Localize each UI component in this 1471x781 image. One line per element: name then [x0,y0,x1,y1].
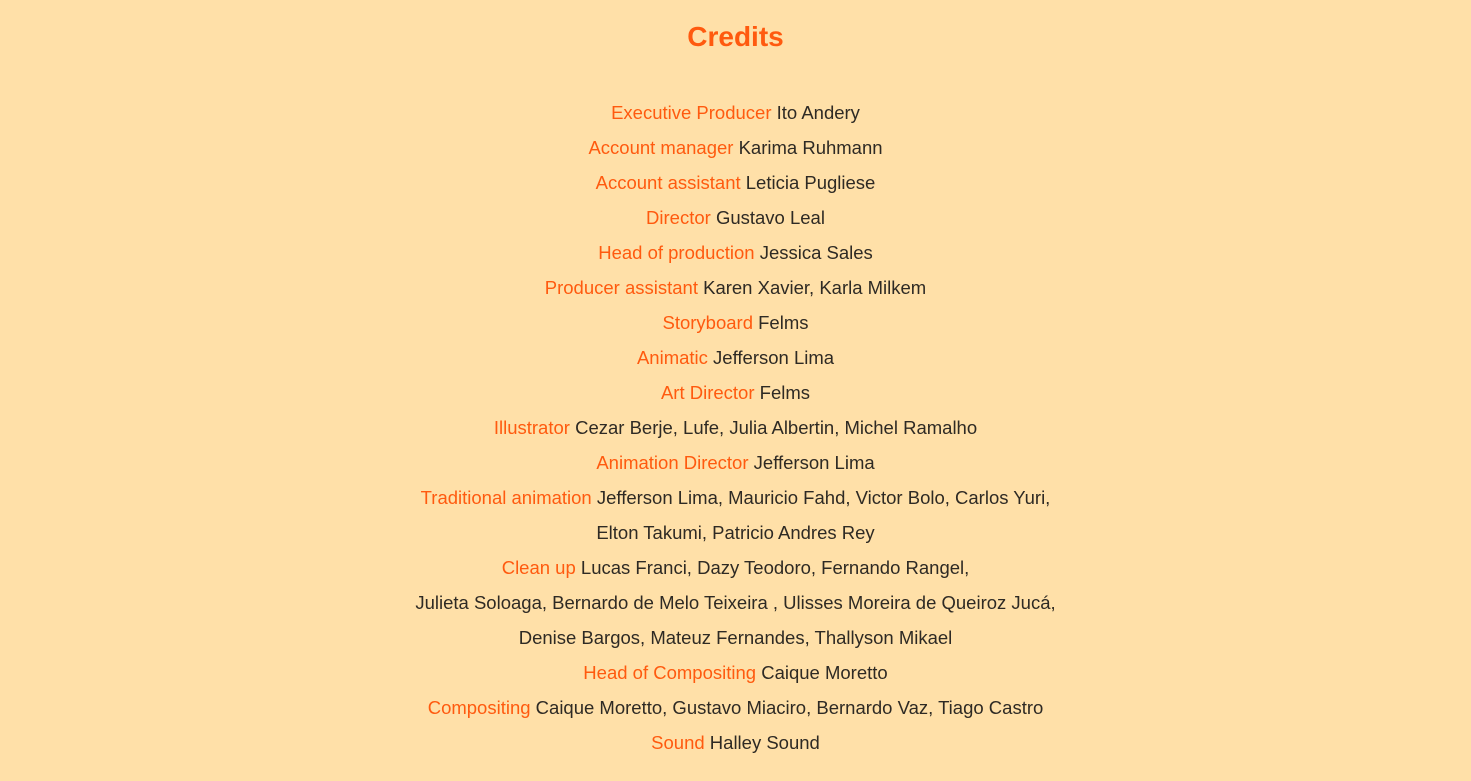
credit-line [0,340,1471,375]
credit-names: Jefferson Lima, Mauricio Fahd, Victor Bolo, Carlos Yuri, [596,487,1051,508]
credit-names: Cezar Berje, Lufe, Julia Albertin, Michel Ramalho [575,417,978,438]
credit-role: Traditional animation [420,487,592,508]
credit-names: Jessica Sales [759,242,873,263]
credit-line [0,235,1471,270]
credit-role: Producer assistant [544,277,698,298]
credit-line [0,270,1471,305]
credit-role: Sound [651,732,705,753]
credit-line [0,550,1471,585]
credit-names: Karen Xavier, Karla Milkem [703,277,927,298]
credit-names: Felms [759,382,811,403]
credit-line-continuation [0,620,1471,655]
credit-names: Lucas Franci, Dazy Teodoro, Fernando Rangel, [580,557,970,578]
credit-role: Storyboard [662,312,753,333]
credit-role: Animation Director [596,452,749,473]
credit-line [0,445,1471,480]
credit-line-continuation [0,585,1471,620]
credit-role: Clean up [501,557,576,578]
credit-role: Head of Compositing [583,662,757,683]
credit-names: Gustavo Leal [715,207,825,228]
credit-names: Felms [758,312,809,333]
credit-names: Leticia Pugliese [745,172,876,193]
credit-names: Karima Ruhmann [738,137,883,158]
credit-line [0,130,1471,165]
credit-role: Head of production [598,242,755,263]
credit-role: Account manager [588,137,734,158]
credit-role: Compositing [427,697,531,718]
credit-line [0,200,1471,235]
credit-role: Account assistant [595,172,741,193]
credit-names: Elton Takumi, Patricio Andres Rey [596,522,875,543]
credit-names: Ito Andery [776,102,860,123]
credit-line [0,165,1471,200]
credit-role: Animatic [636,347,708,368]
credit-role: Executive Producer [611,102,772,123]
page-title: Credits [687,21,784,52]
credit-line [0,480,1471,515]
credit-line [0,305,1471,340]
credit-line [0,655,1471,690]
credit-line [0,725,1471,760]
credits-list [0,95,1471,760]
credit-names: Caique Moretto, Gustavo Miaciro, Bernardo Vaz, Tiago Castro [535,697,1044,718]
credit-line [0,95,1471,130]
credit-role: Illustrator [493,417,570,438]
credit-line-continuation [0,515,1471,550]
credit-names: Halley Sound [709,732,820,753]
credit-line [0,375,1471,410]
credit-names: Denise Bargos, Mateuz Fernandes, Thallyson Mikael [518,627,953,648]
credit-names: Jefferson Lima [713,347,835,368]
credit-names: Jefferson Lima [753,452,875,473]
credit-line [0,410,1471,445]
credit-names: Julieta Soloaga, Bernardo de Melo Teixeira , Ulisses Moreira de Queiroz Jucá, [415,592,1056,613]
credit-role: Art Director [660,382,755,403]
credit-role: Director [646,207,711,228]
credit-names: Caique Moretto [761,662,888,683]
credit-line [0,690,1471,725]
